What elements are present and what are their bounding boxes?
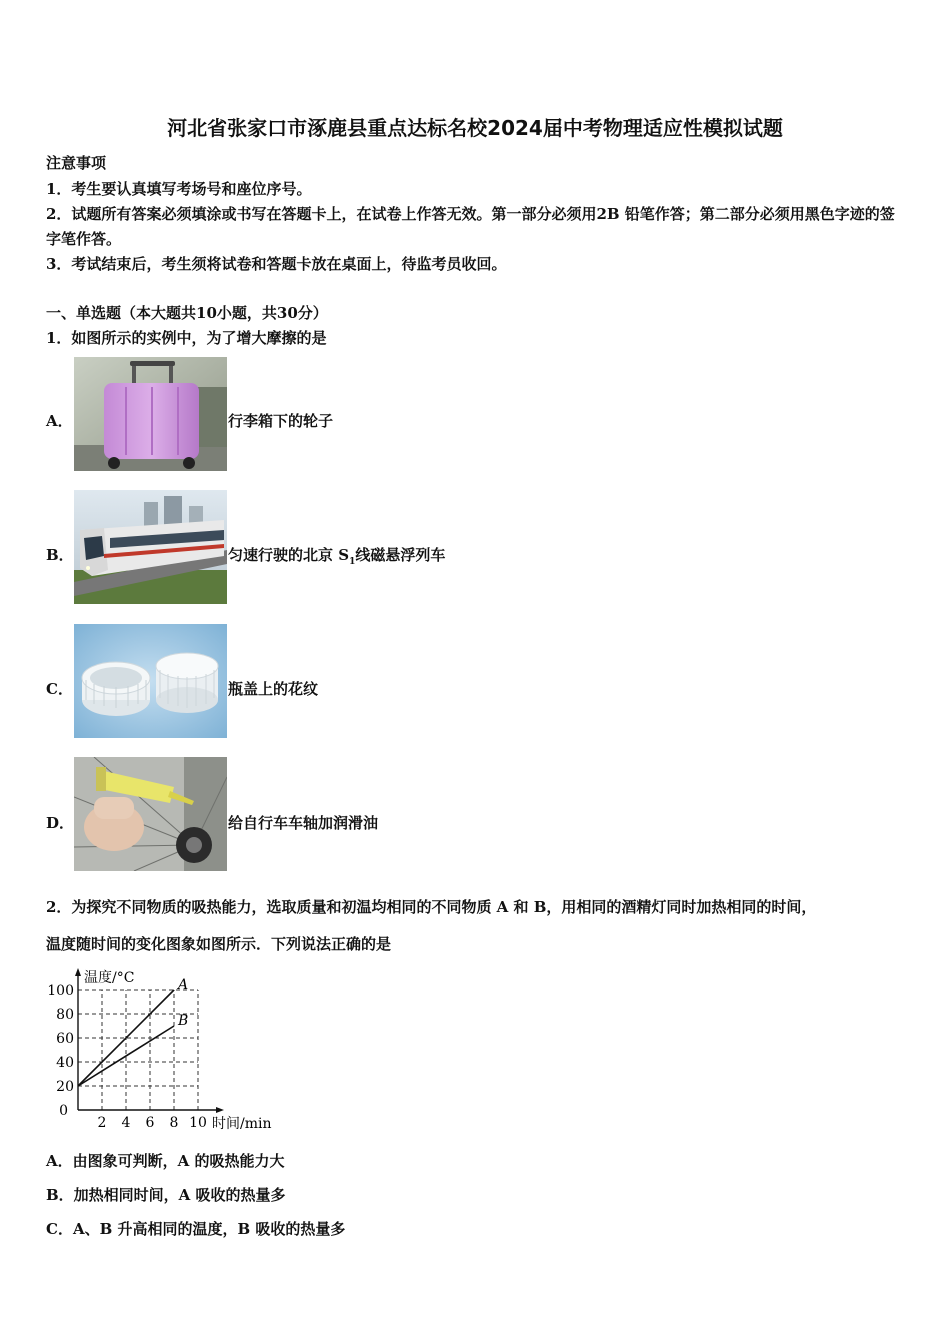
x-tick-label: 4	[121, 1115, 131, 1131]
x-axis-arrow	[216, 1107, 224, 1113]
notice-item-3: 3．考试结束后，考生须将试卷和答题卡放在桌面上，待监考员收回。	[46, 255, 507, 273]
question-1-stem: 1．如图所示的实例中，为了增大摩擦的是	[46, 329, 327, 347]
x-tick-label: 10	[189, 1115, 207, 1131]
y-tick-label: 20	[56, 1079, 74, 1095]
y-tick-label: 40	[56, 1055, 74, 1071]
option-b-letter: B．	[46, 546, 74, 564]
y-tick-label: 100	[47, 983, 74, 999]
notice-label: 注意事项	[46, 154, 107, 172]
question-2-stem-line1: 2．为探究不同物质的吸热能力，选取质量和初温均相同的不同物质 A 和 B，用相同的酒精灯同时加热相同的时间，	[46, 898, 817, 916]
temperature-time-chart	[40, 962, 290, 1142]
maglev-train-image	[74, 490, 227, 604]
x-tick-label: 6	[145, 1115, 155, 1131]
option-b-subscript: 1	[349, 557, 356, 567]
x-tick-label: 2	[97, 1115, 107, 1131]
option-b-text-post: 线磁悬浮列车	[355, 546, 446, 564]
section-heading: 一、单选题（本大题共10小题，共30分）	[46, 304, 328, 322]
option-c-text: 瓶盖上的花纹	[228, 680, 319, 698]
suitcase-image	[74, 357, 227, 471]
x-tick-label: 8	[169, 1115, 179, 1131]
option-b-text-pre: 匀速行驶的北京 S	[228, 546, 350, 564]
option-d-text: 给自行车车轴加润滑油	[228, 814, 379, 832]
bicycle-oil-image	[74, 757, 227, 871]
series-line-b	[78, 1026, 174, 1086]
y-axis-arrow	[75, 968, 81, 976]
notice-item-1: 1．考生要认真填写考场号和座位序号。	[46, 180, 312, 198]
question-2-option-b: B．加热相同时间，A 吸收的热量多	[46, 1186, 286, 1204]
option-d-letter: D．	[46, 814, 75, 832]
question-2-option-c: C．A、B 升高相同的温度，B 吸收的热量多	[46, 1220, 346, 1238]
option-c-letter: C．	[46, 680, 73, 698]
y-axis-label: 温度/°C	[84, 970, 135, 986]
origin-label: 0	[59, 1103, 68, 1119]
option-a-letter: A．	[46, 412, 73, 430]
option-b-text	[228, 544, 445, 567]
y-tick-label: 80	[56, 1007, 74, 1023]
series-label-b: B	[178, 1013, 189, 1029]
page-title: 河北省张家口市涿鹿县重点达标名校2024届中考物理适应性模拟试题	[167, 116, 783, 140]
question-2-stem-line2: 温度随时间的变化图象如图所示．下列说法正确的是	[46, 935, 392, 953]
chart-svg	[40, 962, 290, 1142]
notice-item-2: 2．试题所有答案必须填涂或书写在答题卡上，在试卷上作答无效。第一部分必须用2B 铅笔作答；第二部分必须用黑色字迹的签字笔作答。	[46, 205, 895, 248]
series-label-a: A	[178, 977, 189, 993]
option-a-text: 行李箱下的轮子	[228, 412, 334, 430]
question-2-option-a: A．由图象可判断，A 的吸热能力大	[46, 1152, 285, 1170]
x-axis-label: 时间/min	[212, 1116, 272, 1132]
bottle-cap-image	[74, 624, 227, 738]
y-tick-label: 60	[56, 1031, 74, 1047]
